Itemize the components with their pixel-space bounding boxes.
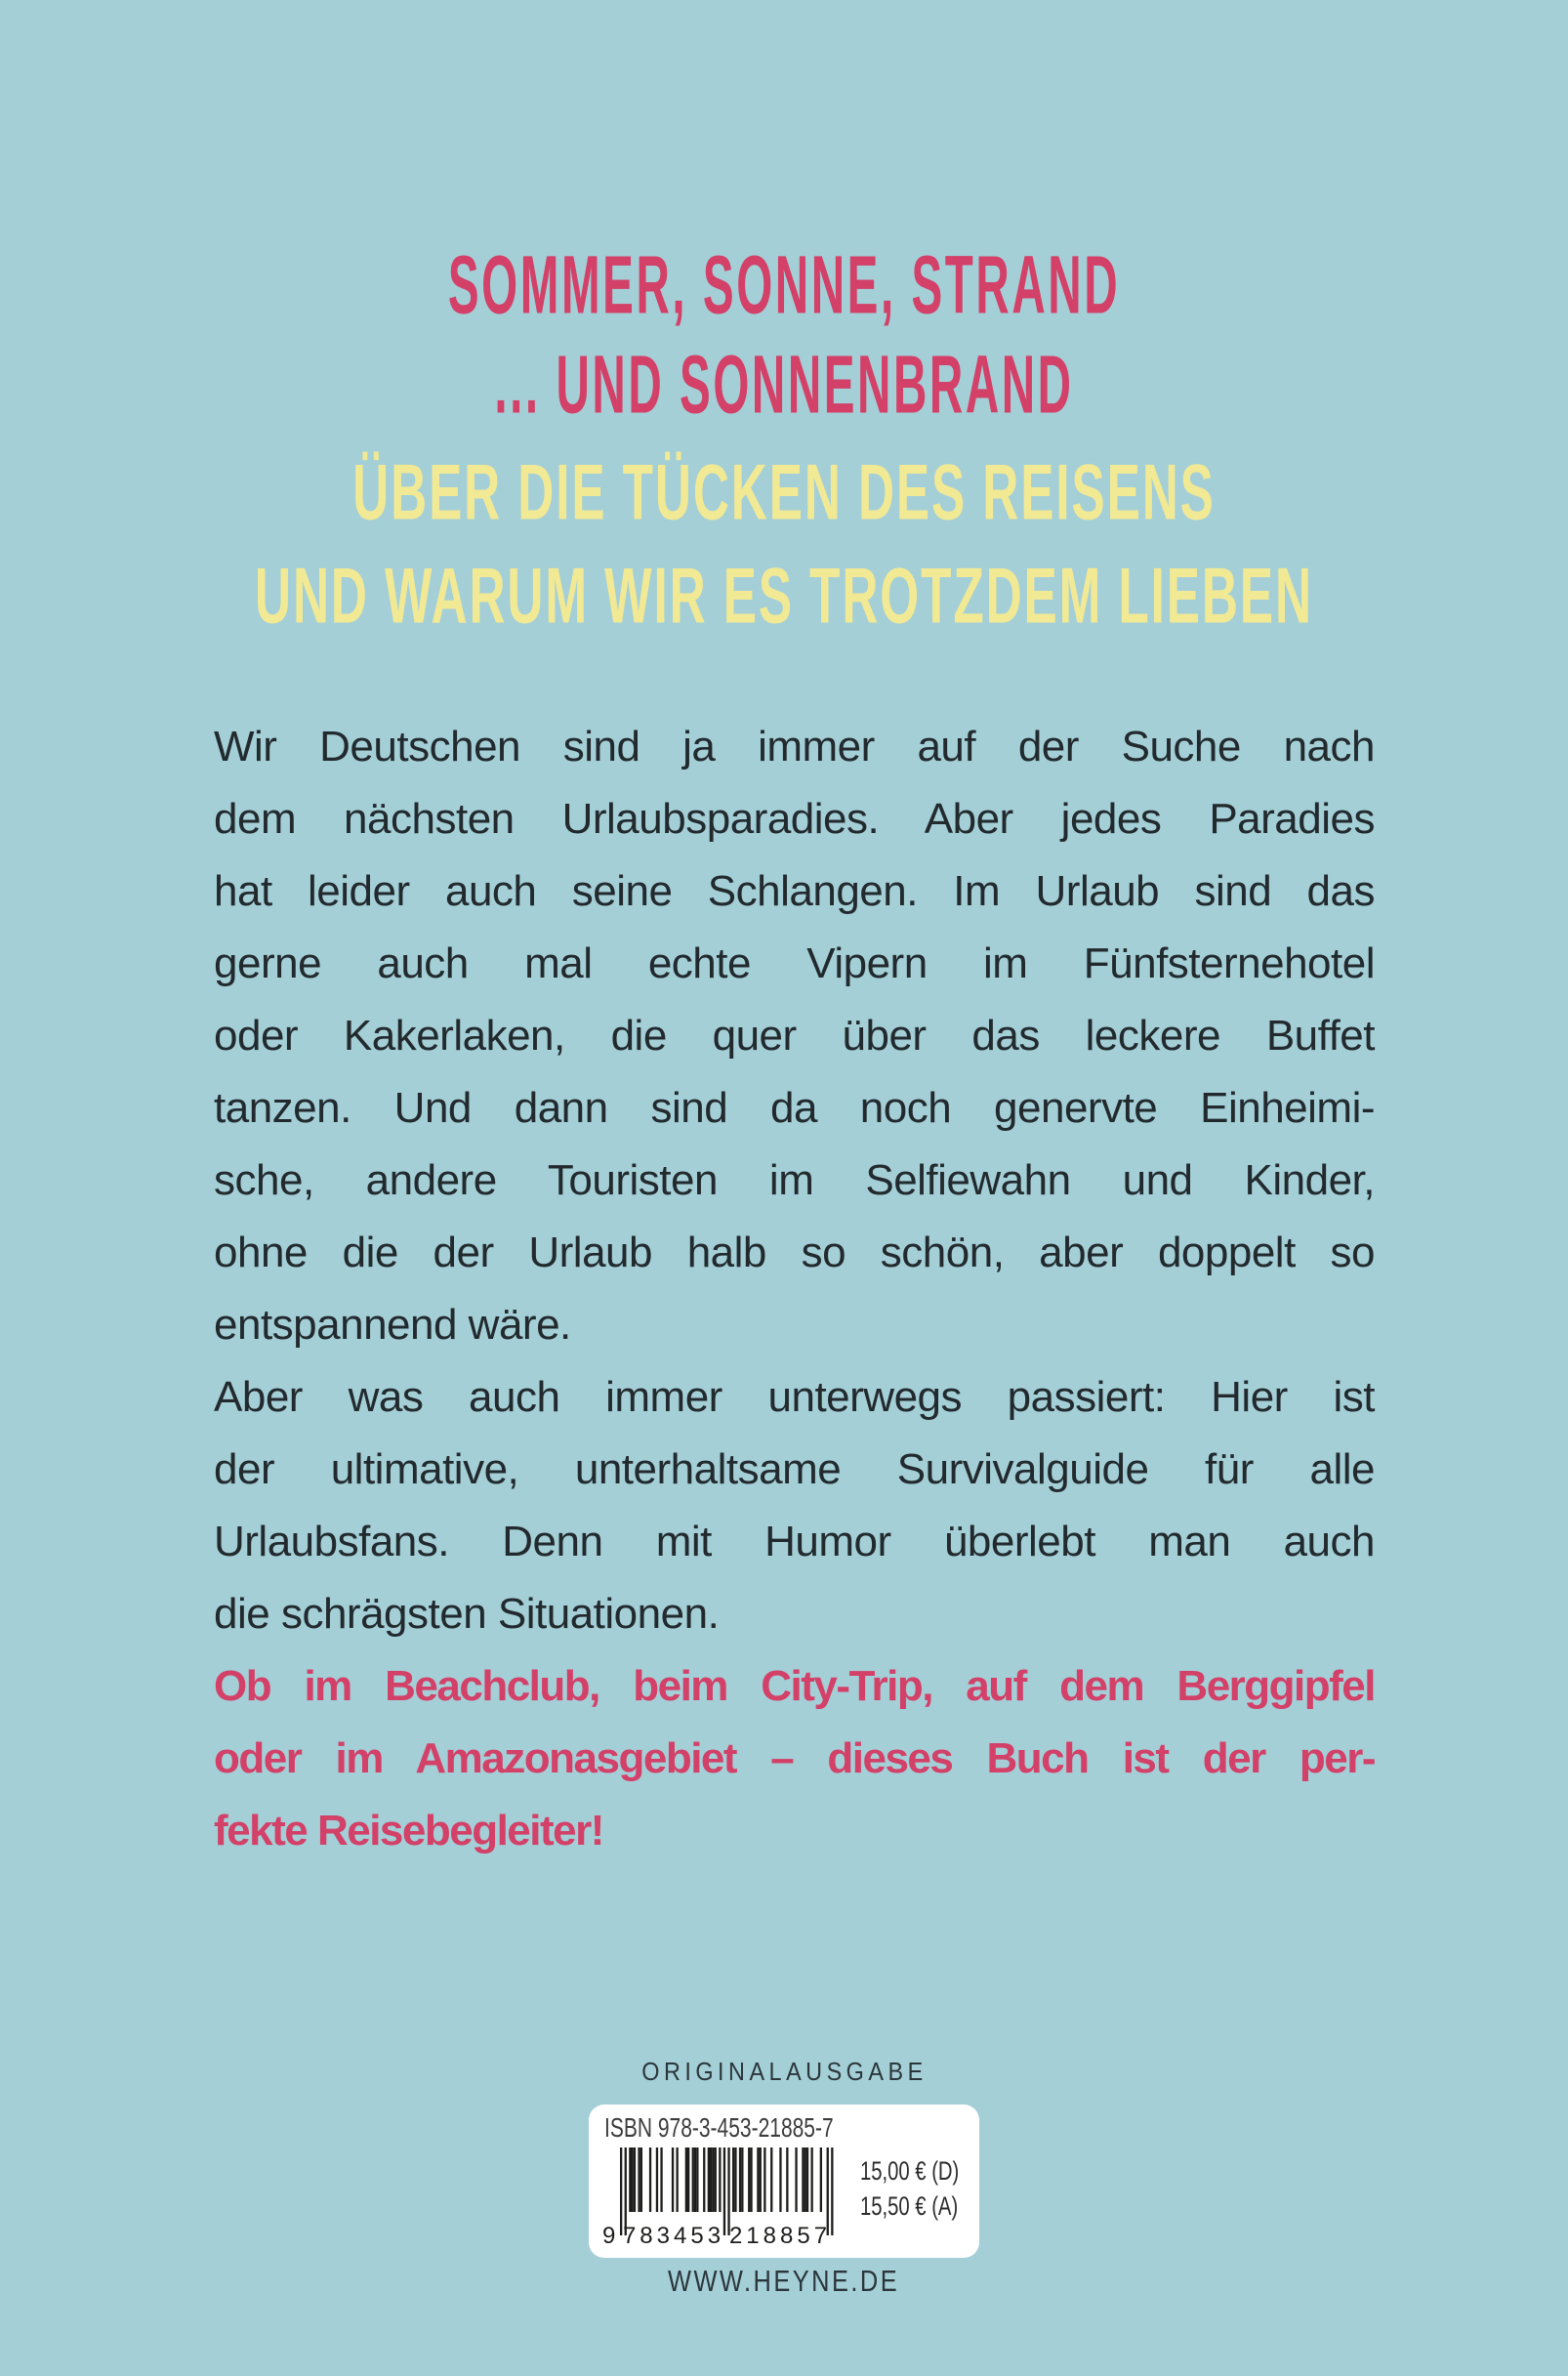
body-line: tanzen. Und dann sind da noch genervte Einheimi- — [214, 1084, 1375, 1132]
body-line: hat leider auch seine Schlangen. Im Urlaub sind das — [214, 867, 1375, 915]
headline-line-1: SOMMER, SONNE, STRAND — [447, 238, 1121, 331]
isbn-label: ISBN 978-3-453-21885-7 — [604, 2112, 834, 2143]
edition-label-text: ORIGINALAUSGABE — [640, 2057, 928, 2086]
website-label — [0, 2264, 1568, 2299]
body-line: oder Kakerlaken, die quer über das leckere Buffet — [214, 1012, 1375, 1060]
body-line: fekte Reisebegleiter! — [214, 1807, 603, 1855]
price-list — [860, 2153, 992, 2224]
subheadline-line-1: ÜBER DIE TÜCKEN DES REISENS — [352, 448, 1216, 537]
body-line: dem nächsten Urlaubsparadies. Aber jedes Paradies — [214, 795, 1375, 843]
subheadline-line-2: UND WARUM WIR ES TROTZDEM LIEBEN — [255, 552, 1313, 641]
body-line: die schrägsten Situationen. — [214, 1590, 720, 1638]
barcode-digit-group1: 783453 — [622, 2223, 725, 2249]
headline-line-2: ... UND SONNENBRAND — [494, 338, 1074, 431]
barcode-digit-lead: 9 — [602, 2223, 620, 2249]
body-line: gerne auch mal echte Vipern im Fünfsternehotel — [214, 939, 1375, 987]
body-line: Aber was auch immer unterwegs passiert: Hier ist — [214, 1373, 1375, 1421]
body-line: Ob im Beachclub, beim City-Trip, auf dem Berggipfel — [214, 1662, 1375, 1710]
body-line: ohne die der Urlaub halb so schön, aber doppelt so — [214, 1229, 1375, 1276]
price-austria: 15,50 € (A) — [860, 2191, 959, 2221]
body-line: oder im Amazonasgebiet – dieses Buch ist der per- — [214, 1734, 1375, 1782]
body-line: entspannend wäre. — [214, 1301, 571, 1349]
edition-label — [0, 2057, 1568, 2087]
body-line: der ultimative, unterhaltsame Survivalguide für alle — [214, 1445, 1375, 1493]
body-line: sche, andere Touristen im Selfiewahn und Kinder, — [214, 1156, 1375, 1204]
website-label-text: WWW.HEYNE.DE — [668, 2264, 900, 2298]
body-line: Urlaubsfans. Denn mit Humor überlebt man auch — [214, 1518, 1375, 1565]
isbn-box — [589, 2105, 979, 2258]
body-line: Wir Deutschen sind ja immer auf der Suche nach — [214, 723, 1375, 771]
price-germany: 15,00 € (D) — [860, 2156, 960, 2186]
body-text — [214, 711, 1375, 1867]
barcode — [602, 2147, 846, 2249]
barcode-digit-group2: 218857 — [728, 2223, 832, 2249]
